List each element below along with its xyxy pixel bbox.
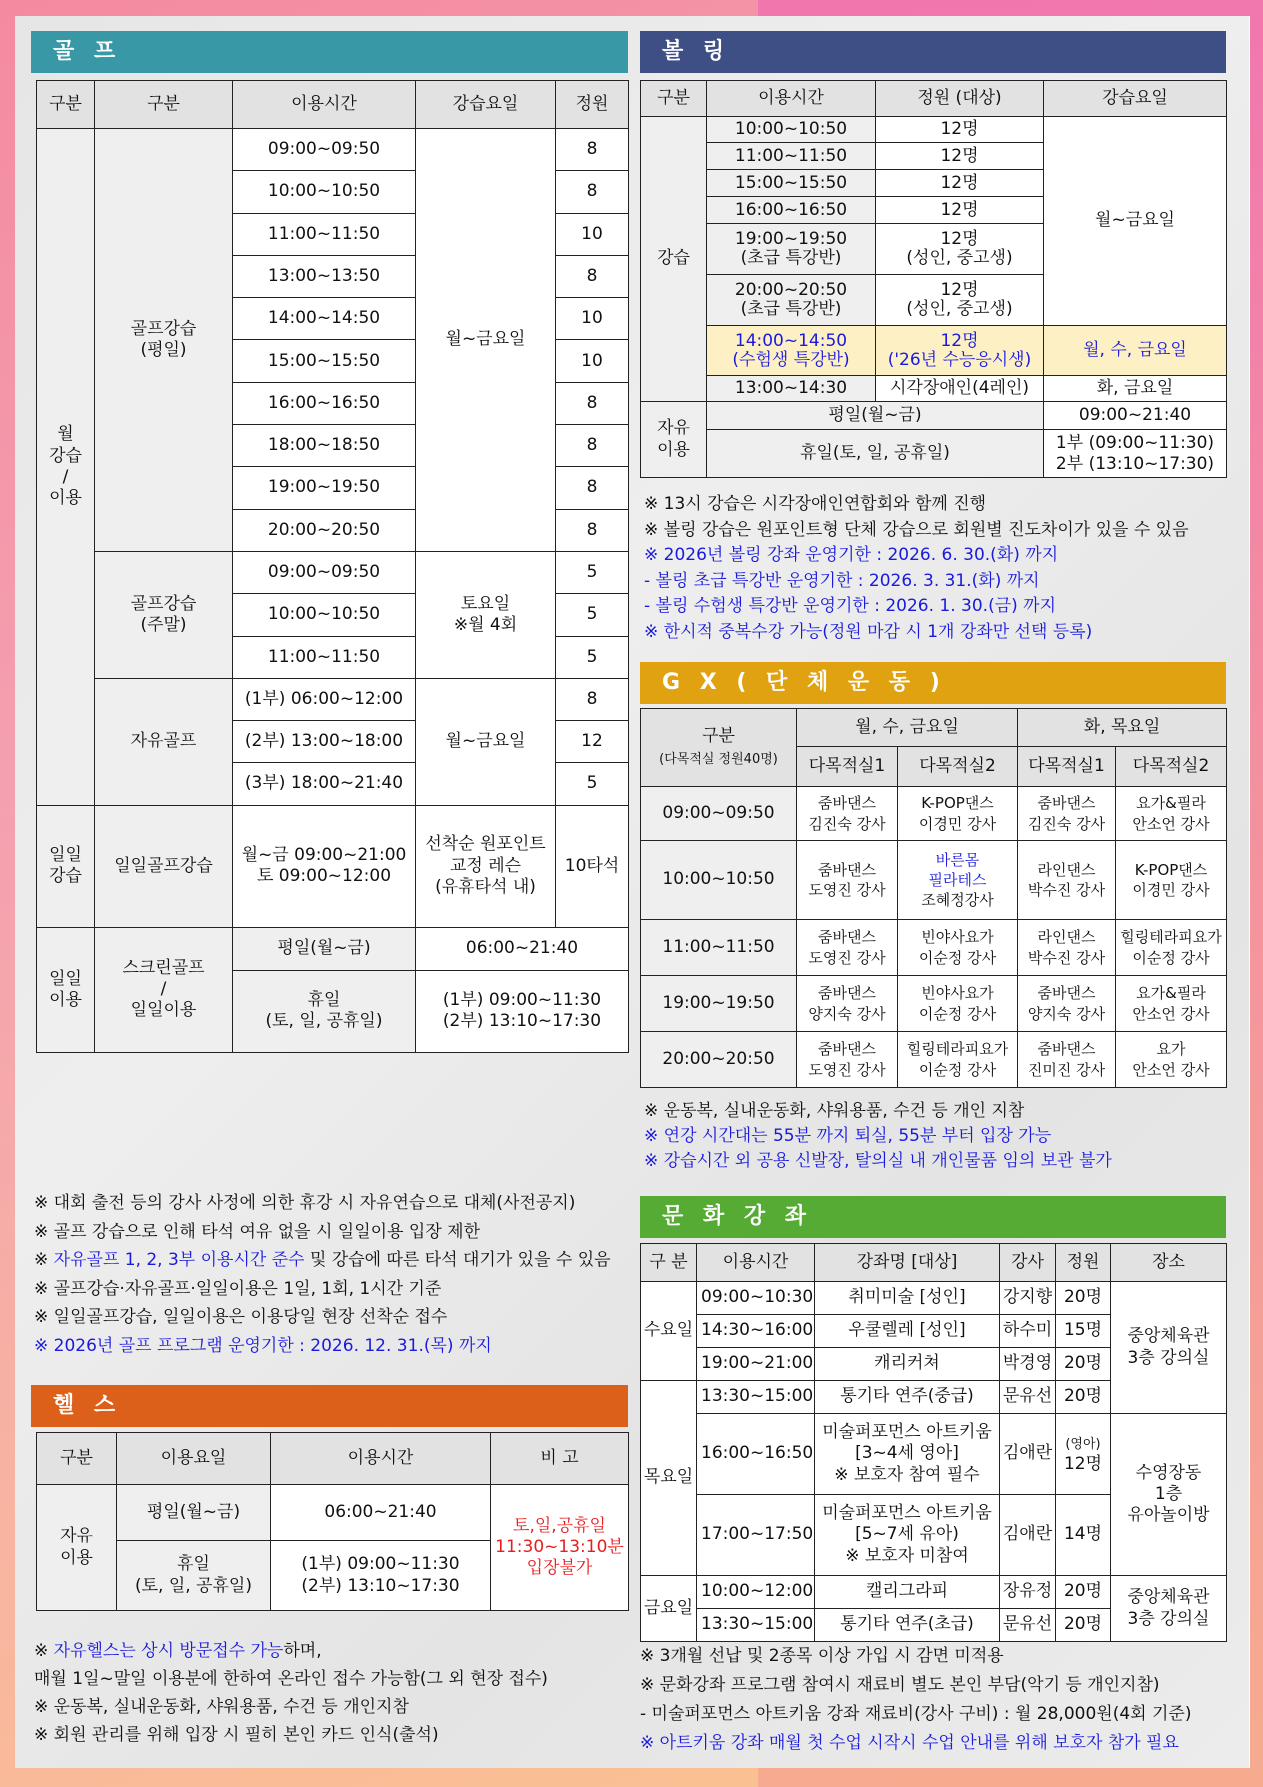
table-row bbox=[641, 841, 1227, 920]
capacity-note: (다목적실 정원40명) bbox=[659, 751, 778, 767]
note-line: ※ 운동복, 실내운동화, 샤워용품, 수건 등 개인 지참 bbox=[644, 1101, 1025, 1121]
days-cell: 평일(월~금) bbox=[233, 927, 416, 970]
category-label: 스크린골프 / 일일이용 bbox=[95, 927, 233, 1052]
days-cell: 월, 수, 금요일 bbox=[1044, 326, 1227, 376]
time-cell: (1부) 09:00~11:30 (2부) 13:10~17:30 bbox=[271, 1541, 491, 1611]
time-cell: 06:00~21:40 bbox=[416, 927, 629, 970]
table-row bbox=[641, 920, 1227, 976]
class-cell: 힐링테라피요가 이순정 강사 bbox=[898, 1032, 1018, 1088]
capacity-cell: 20명 bbox=[1056, 1348, 1111, 1381]
time-cell: 16:00~16:50 bbox=[707, 197, 876, 224]
room-header: 다목적실1 bbox=[1018, 747, 1116, 787]
time-cell: 19:00~21:00 bbox=[697, 1348, 815, 1381]
time-cell: 16:00~16:50 bbox=[697, 1414, 815, 1495]
capacity-cell: 8 bbox=[556, 467, 629, 509]
column-header: 이용시간 bbox=[707, 81, 876, 117]
table-row bbox=[641, 430, 1227, 478]
capacity-cell: 8 bbox=[556, 425, 629, 467]
note-line: ※ 회원 관리를 위해 입장 시 필히 본인 카드 인식(출석) bbox=[34, 1725, 439, 1745]
group-label: 강습 bbox=[641, 117, 707, 402]
time-cell: 06:00~21:40 bbox=[271, 1485, 491, 1541]
days-cell: 월~금요일 bbox=[1044, 117, 1227, 326]
class-cell: 줌바댄스 도영진 강사 bbox=[797, 920, 898, 976]
table-row bbox=[641, 709, 1227, 747]
column-header: 강습요일 bbox=[416, 81, 556, 129]
class-cell: K-POP댄스 이경민 강사 bbox=[898, 787, 1018, 841]
room-header: 다목적실2 bbox=[898, 747, 1018, 787]
capacity-prefix: (영아) bbox=[1065, 1436, 1101, 1452]
time-cell: (1부) 06:00~12:00 bbox=[233, 678, 416, 720]
column-header: 구분 bbox=[641, 81, 707, 117]
column-header: 강습요일 bbox=[1044, 81, 1227, 117]
capacity-cell: 20명 bbox=[1056, 1282, 1111, 1315]
course-cell: 통기타 연주(중급) bbox=[815, 1381, 1000, 1414]
category-label: 자유골프 bbox=[95, 678, 233, 805]
place-cell: 중앙체육관 3층 강의실 bbox=[1111, 1576, 1227, 1642]
day-label: 목요일 bbox=[641, 1381, 697, 1576]
table-row bbox=[37, 927, 629, 970]
time-cell: 10:00~10:50 bbox=[641, 841, 797, 920]
course-cell: 미술퍼포먼스 아트키움 [3~4세 영아] ※ 보호자 참여 필수 bbox=[815, 1414, 1000, 1495]
capacity-cell: 8 bbox=[556, 171, 629, 213]
days-cell: 월~금요일 bbox=[416, 129, 556, 552]
capacity-cell: 14명 bbox=[1056, 1495, 1111, 1576]
time-cell: (2부) 13:00~18:00 bbox=[233, 721, 416, 763]
table-row bbox=[37, 678, 629, 720]
days-cell: 평일(월~금) bbox=[117, 1485, 271, 1541]
note-rest: 하며, bbox=[283, 1641, 322, 1661]
note-line: ※ 볼링 강습은 원포인트형 단체 강습으로 회원별 진도차이가 있을 수 있음 bbox=[644, 519, 1189, 540]
capacity-cell: 8 bbox=[556, 129, 629, 171]
note-line: ※ 문화강좌 프로그램 참여시 재료비 별도 본인 부담(악기 등 개인지참) bbox=[640, 1675, 1160, 1695]
note-line: ※ 골프 강습으로 인해 타석 여유 없을 시 일일이용 입장 제한 bbox=[34, 1221, 480, 1242]
column-header: 정원 bbox=[1056, 1244, 1111, 1282]
remark-cell: 토,일,공휴일 11:30~13:10분 입장불가 bbox=[491, 1485, 629, 1611]
table-row bbox=[37, 81, 629, 129]
health-table bbox=[36, 1432, 629, 1611]
table-row bbox=[37, 805, 629, 927]
column-header: 구 분 bbox=[641, 1244, 697, 1282]
instructor-cell: 문유선 bbox=[1000, 1381, 1056, 1414]
days-cell: 휴일(토, 일, 공휴일) bbox=[707, 430, 1044, 478]
day-label: 수요일 bbox=[641, 1282, 697, 1381]
note-line bbox=[34, 1637, 322, 1665]
note-prefix: ※ bbox=[34, 1250, 54, 1270]
capacity-cell: 10 bbox=[556, 298, 629, 340]
group-label: 일일 강습 bbox=[37, 805, 95, 927]
course-cell: 취미미술 [성인] bbox=[815, 1282, 1000, 1315]
column-header: 이용시간 bbox=[233, 81, 416, 129]
capacity-cell: 12명 bbox=[876, 117, 1044, 143]
column-header: 정원 bbox=[556, 81, 629, 129]
room-header: 다목적실2 bbox=[1116, 747, 1227, 787]
days-cell: 평일(월~금) bbox=[707, 402, 1044, 430]
capacity-cell: 10타석 bbox=[556, 805, 629, 927]
note-line: ※ 아트키움 강좌 매월 첫 수업 시작시 수업 안내를 위해 보호자 참가 필요 bbox=[640, 1733, 1179, 1753]
instructor-cell: 김애란 bbox=[1000, 1414, 1056, 1495]
capacity-cell: (영아) 12명 bbox=[1056, 1414, 1111, 1495]
time-cell: 19:00~19:50 bbox=[641, 976, 797, 1032]
category-label: 일일골프강습 bbox=[95, 805, 233, 927]
time-cell: 10:00~10:50 bbox=[233, 171, 416, 213]
column-header: 구분 bbox=[95, 81, 233, 129]
capacity-cell: 12명 (성인, 중고생) bbox=[876, 224, 1044, 275]
time-cell: 16:00~16:50 bbox=[233, 382, 416, 424]
capacity-cell: 20명 bbox=[1056, 1609, 1111, 1642]
time-cell: 10:00~10:50 bbox=[707, 117, 876, 143]
class-cell: 요가 안소언 강사 bbox=[1116, 1032, 1227, 1088]
time-cell: 14:30~16:00 bbox=[697, 1315, 815, 1348]
note-line: ※ 골프강습·자유골프·일일이용은 1일, 1회, 1시간 기준 bbox=[34, 1278, 442, 1299]
capacity-cell: 8 bbox=[556, 678, 629, 720]
days-cell: 선착순 원포인트 교정 레슨 (유휴타석 내) bbox=[416, 805, 556, 927]
capacity-cell: 시각장애인(4레인) bbox=[876, 376, 1044, 402]
table-row bbox=[641, 1414, 1227, 1495]
culture-table bbox=[640, 1243, 1227, 1642]
class-cell: 줌바댄스 김진숙 강사 bbox=[1018, 787, 1116, 841]
column-header: 장소 bbox=[1111, 1244, 1227, 1282]
capacity-cell: 12명 bbox=[876, 143, 1044, 170]
time-cell: 19:00~19:50 (초급 특강반) bbox=[707, 224, 876, 275]
class-cell: 빈야사요가 이순정 강사 bbox=[898, 920, 1018, 976]
instructor-cell: 김애란 bbox=[1000, 1495, 1056, 1576]
time-cell: 월~금 09:00~21:00 토 09:00~12:00 bbox=[233, 805, 416, 927]
table-row bbox=[641, 402, 1227, 430]
table-row bbox=[37, 1485, 629, 1541]
column-header: 구분 bbox=[37, 81, 95, 129]
column-header: 이용요일 bbox=[117, 1433, 271, 1485]
column-header: 강사 bbox=[1000, 1244, 1056, 1282]
room-header: 다목적실1 bbox=[797, 747, 898, 787]
time-cell: 11:00~11:50 bbox=[233, 213, 416, 255]
instructor-cell: 강지향 bbox=[1000, 1282, 1056, 1315]
table-row bbox=[641, 1244, 1227, 1282]
note-line: ※ 한시적 중복수강 가능(정원 마감 시 1개 강좌만 선택 등록) bbox=[644, 621, 1093, 642]
table-row bbox=[37, 551, 629, 593]
time-cell: 09:00~09:50 bbox=[641, 787, 797, 841]
class-cell: 줌바댄스 진미진 강사 bbox=[1018, 1032, 1116, 1088]
capacity-cell: 12명 bbox=[876, 170, 1044, 197]
note-rest: 및 강습에 따른 타석 대기가 있을 수 있음 bbox=[304, 1250, 611, 1270]
culture-section-title: 문 화 강 좌 bbox=[640, 1196, 1226, 1238]
note-line: - 볼링 초급 특강반 운영기한 : 2026. 3. 31.(화) 까지 bbox=[644, 570, 1040, 591]
table-row bbox=[641, 787, 1227, 841]
time-cell: 15:00~15:50 bbox=[707, 170, 876, 197]
note-line: ※ 강습시간 외 공용 신발장, 탈의실 내 개인물품 임의 보관 불가 bbox=[644, 1151, 1112, 1171]
day-label: 금요일 bbox=[641, 1576, 697, 1642]
time-cell: (3부) 18:00~21:40 bbox=[233, 763, 416, 805]
group-label: 일일 이용 bbox=[37, 927, 95, 1052]
time-cell: 09:00~09:50 bbox=[233, 129, 416, 171]
day-group-header: 화, 목요일 bbox=[1018, 709, 1227, 747]
class-cell: 빈야사요가 이순정 강사 bbox=[898, 976, 1018, 1032]
capacity-cell: 12명 bbox=[876, 197, 1044, 224]
class-cell: 요가&필라 안소언 강사 bbox=[1116, 787, 1227, 841]
capacity-cell: 20명 bbox=[1056, 1381, 1111, 1414]
time-cell: 20:00~20:50 (초급 특강반) bbox=[707, 275, 876, 326]
time-cell: 14:00~14:50 bbox=[233, 298, 416, 340]
days-cell: 휴일 (토, 일, 공휴일) bbox=[233, 970, 416, 1052]
day-group-header: 월, 수, 금요일 bbox=[797, 709, 1018, 747]
instructor-cell: 장유정 bbox=[1000, 1576, 1056, 1609]
capacity-cell: 20명 bbox=[1056, 1576, 1111, 1609]
column-header: 비 고 bbox=[491, 1433, 629, 1485]
note-line: ※ 대회 출전 등의 강사 사정에 의한 휴강 시 자유연습으로 대체(사전공지) bbox=[34, 1193, 576, 1213]
class-highlight: 바른몸 필라테스 bbox=[928, 850, 987, 889]
capacity-cell: 8 bbox=[556, 382, 629, 424]
note-line: 매월 1일~말일 이용분에 한하여 온라인 접수 가능함(그 외 현장 접수) bbox=[34, 1669, 548, 1689]
time-cell: 20:00~20:50 bbox=[641, 1032, 797, 1088]
group-label: 자유 이용 bbox=[37, 1485, 117, 1611]
capacity-cell: 12 bbox=[556, 721, 629, 763]
class-cell: K-POP댄스 이경민 강사 bbox=[1116, 841, 1227, 920]
table-row bbox=[641, 326, 1227, 376]
days-cell: 토요일 ※월 4회 bbox=[416, 551, 556, 678]
time-cell: 09:00~10:30 bbox=[697, 1282, 815, 1315]
time-cell: 11:00~11:50 bbox=[641, 920, 797, 976]
time-cell: 19:00~19:50 bbox=[233, 467, 416, 509]
column-header: 이용시간 bbox=[271, 1433, 491, 1485]
bowling-section-title: 볼 링 bbox=[640, 31, 1226, 73]
time-cell: 11:00~11:50 bbox=[233, 636, 416, 678]
column-header: 강좌명 [대상] bbox=[815, 1244, 1000, 1282]
class-cell: 요가&필라 안소언 강사 bbox=[1116, 976, 1227, 1032]
course-cell: 통기타 연주(초급) bbox=[815, 1609, 1000, 1642]
note-line: ※ 운동복, 실내운동화, 샤워용품, 수건 등 개인지참 bbox=[34, 1697, 409, 1717]
note-line: ※ 연강 시간대는 55분 까지 퇴실, 55분 부터 입장 가능 bbox=[644, 1126, 1052, 1146]
note-line bbox=[34, 1246, 611, 1275]
time-cell: 13:30~15:00 bbox=[697, 1609, 815, 1642]
capacity-cell: 5 bbox=[556, 636, 629, 678]
class-cell: 줌바댄스 도영진 강사 bbox=[797, 841, 898, 920]
class-cell: 줌바댄스 양지숙 강사 bbox=[797, 976, 898, 1032]
category-label: 골프강습 (주말) bbox=[95, 551, 233, 678]
class-cell: 줌바댄스 김진숙 강사 bbox=[797, 787, 898, 841]
column-header: 이용시간 bbox=[697, 1244, 815, 1282]
class-cell: 라인댄스 박수진 강사 bbox=[1018, 841, 1116, 920]
course-cell: 캘리그라피 bbox=[815, 1576, 1000, 1609]
table-row bbox=[37, 129, 629, 171]
class-cell: 바른몸 필라테스 조혜정강사 bbox=[898, 841, 1018, 920]
note-line: - 미술퍼포먼스 아트키움 강좌 재료비(강사 구비) : 월 28,000원(4회 기준) bbox=[640, 1704, 1192, 1724]
time-cell: 11:00~11:50 bbox=[707, 143, 876, 170]
bowling-table bbox=[640, 80, 1227, 478]
table-row bbox=[641, 117, 1227, 143]
course-cell: 캐리커쳐 bbox=[815, 1348, 1000, 1381]
capacity-cell: 5 bbox=[556, 551, 629, 593]
class-cell: 힐링테라피요가 이순정 강사 bbox=[1116, 920, 1227, 976]
time-cell: 09:00~21:40 bbox=[1044, 402, 1227, 430]
gx-table bbox=[640, 708, 1227, 1088]
instructor-cell: 문유선 bbox=[1000, 1609, 1056, 1642]
time-cell: 14:00~14:50 (수험생 특강반) bbox=[707, 326, 876, 376]
table-row bbox=[641, 1032, 1227, 1088]
class-cell: 라인댄스 박수진 강사 bbox=[1018, 920, 1116, 976]
note-line: ※ 일일골프강습, 일일이용은 이용당일 현장 선착순 접수 bbox=[34, 1307, 448, 1327]
table-row bbox=[641, 1282, 1227, 1315]
time-cell: 13:00~14:30 bbox=[707, 376, 876, 402]
time-cell: 13:30~15:00 bbox=[697, 1381, 815, 1414]
note-line: - 볼링 수험생 특강반 운영기한 : 2026. 1. 30.(금) 까지 bbox=[644, 596, 1057, 616]
capacity-cell: 15명 bbox=[1056, 1315, 1111, 1348]
time-cell: 13:00~13:50 bbox=[233, 255, 416, 297]
days-cell: 휴일 (토, 일, 공휴일) bbox=[117, 1541, 271, 1611]
capacity-cell: 5 bbox=[556, 594, 629, 636]
table-row bbox=[37, 1433, 629, 1485]
time-cell: 18:00~18:50 bbox=[233, 425, 416, 467]
days-cell: 화, 금요일 bbox=[1044, 376, 1227, 402]
time-cell: 10:00~12:00 bbox=[697, 1576, 815, 1609]
table-row bbox=[641, 976, 1227, 1032]
time-cell: (1부) 09:00~11:30 (2부) 13:10~17:30 bbox=[416, 970, 629, 1052]
group-label: 월 강습 / 이용 bbox=[37, 129, 95, 806]
note-line: ※ 3개월 선납 및 2종목 이상 가입 시 감면 미적용 bbox=[640, 1646, 1004, 1666]
capacity-cell: 5 bbox=[556, 763, 629, 805]
capacity-cell: 8 bbox=[556, 509, 629, 551]
place-cell: 중앙체육관 3층 강의실 bbox=[1111, 1282, 1227, 1414]
course-cell: 미술퍼포먼스 아트키움 [5~7세 유아) ※ 보호자 미참여 bbox=[815, 1495, 1000, 1576]
golf-section-title: 골 프 bbox=[31, 31, 628, 73]
table-row bbox=[641, 81, 1227, 117]
column-header: 정원 (대상) bbox=[876, 81, 1044, 117]
category-label: 골프강습 (평일) bbox=[95, 129, 233, 552]
time-cell: 09:00~09:50 bbox=[233, 551, 416, 593]
group-label: 자유 이용 bbox=[641, 402, 707, 478]
golf-table bbox=[36, 80, 629, 1053]
capacity-cell: 8 bbox=[556, 255, 629, 297]
place-cell: 수영장동 1층 유아놀이방 bbox=[1111, 1414, 1227, 1576]
note-line: ※ 13시 강습은 시각장애인연합회와 함께 진행 bbox=[644, 494, 987, 514]
table-row bbox=[641, 1576, 1227, 1609]
time-cell: 20:00~20:50 bbox=[233, 509, 416, 551]
column-header: 구분 (다목적실 정원40명) bbox=[641, 709, 797, 787]
time-cell: 1부 (09:00~11:30) 2부 (13:10~17:30) bbox=[1044, 430, 1227, 478]
course-cell: 우쿨렐레 [성인] bbox=[815, 1315, 1000, 1348]
days-cell: 월~금요일 bbox=[416, 678, 556, 805]
capacity-cell: 10 bbox=[556, 340, 629, 382]
note-highlight: 자유헬스는 상시 방문접수 가능 bbox=[53, 1641, 284, 1661]
class-cell: 줌바댄스 양지숙 강사 bbox=[1018, 976, 1116, 1032]
time-cell: 10:00~10:50 bbox=[233, 594, 416, 636]
capacity-cell: 10 bbox=[556, 213, 629, 255]
note-prefix: ※ bbox=[34, 1641, 54, 1661]
capacity-cell: 12명 (성인, 중고생) bbox=[876, 275, 1044, 326]
capacity-cell: 12명 ('26년 수능응시생) bbox=[876, 326, 1044, 376]
class-cell: 줌바댄스 도영진 강사 bbox=[797, 1032, 898, 1088]
time-cell: 17:00~17:50 bbox=[697, 1495, 815, 1576]
note-line: ※ 2026년 골프 프로그램 운영기한 : 2026. 12. 31.(목) 까지 bbox=[34, 1335, 492, 1356]
note-line: ※ 2026년 볼링 강좌 운영기한 : 2026. 6. 30.(화) 까지 bbox=[644, 545, 1059, 565]
table-row bbox=[641, 376, 1227, 402]
time-cell: 15:00~15:50 bbox=[233, 340, 416, 382]
instructor-cell: 하수미 bbox=[1000, 1315, 1056, 1348]
note-highlight: 자유골프 1, 2, 3부 이용시간 준수 bbox=[53, 1250, 305, 1270]
instructor-cell: 박경영 bbox=[1000, 1348, 1056, 1381]
column-header: 구분 bbox=[37, 1433, 117, 1485]
gx-section-title: G X ( 단 체 운 동 ) bbox=[640, 662, 1226, 704]
health-section-title: 헬 스 bbox=[31, 1385, 628, 1427]
